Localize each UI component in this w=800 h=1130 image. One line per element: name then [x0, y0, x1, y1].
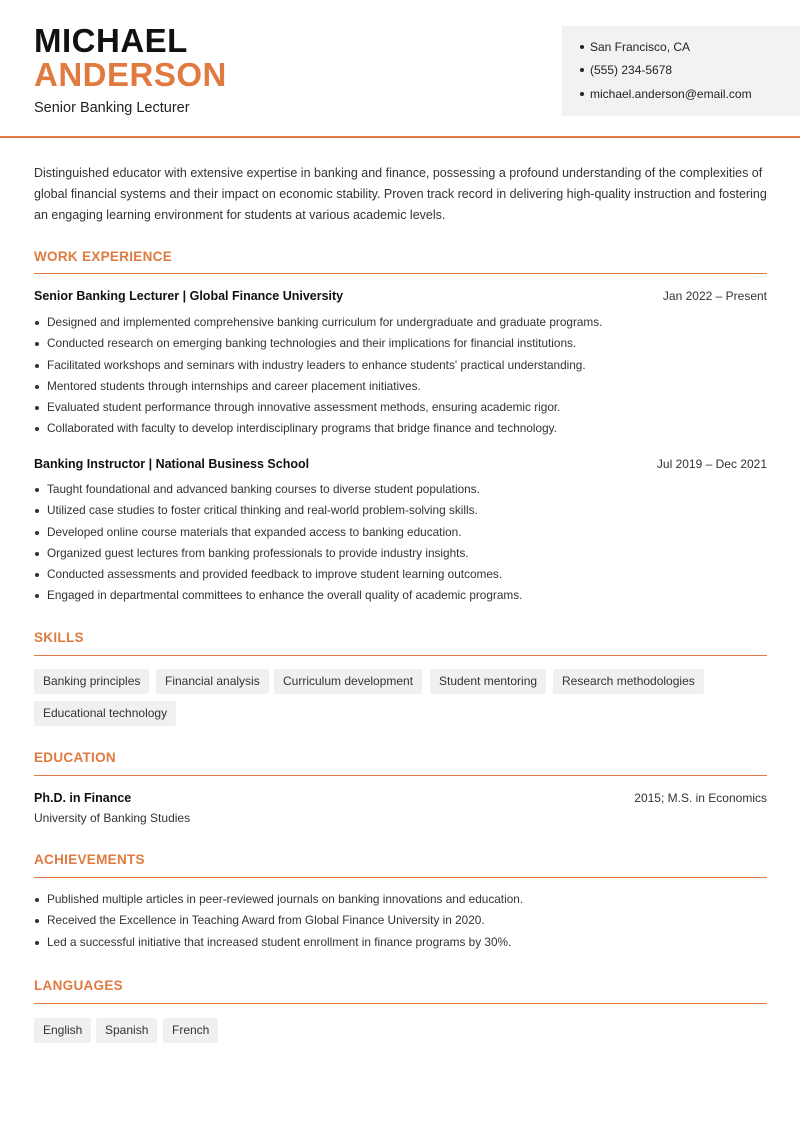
- list-item: Developed online course materials that expanded access to banking education.: [34, 522, 767, 543]
- bullet-icon: [580, 45, 584, 49]
- list-item: Collaborated with faculty to develop interdisciplinary programs that bridge finance and technology.: [34, 418, 767, 439]
- phone-text: (555) 234-5678: [590, 63, 673, 77]
- language-tag: Spanish: [96, 1018, 157, 1043]
- job-role: Banking Instructor | National Business School: [34, 457, 310, 471]
- contact-box: [562, 26, 800, 116]
- contact-phone: [580, 63, 672, 77]
- contact-email: [580, 87, 752, 101]
- skill-tag: Educational technology: [34, 701, 176, 726]
- list-item: Utilized case studies to foster critical thinking and real-world problem-solving skills.: [34, 500, 767, 521]
- location-text: San Francisco, CA: [590, 40, 691, 54]
- summary: Distinguished educator with extensive expertise in banking and finance, possessing a profound understanding of the complexities of global financial systems and their impact on economic stability. Proven track record in delivering high-quality instruction and fostering an engaging learning environment for students at various academic levels.: [34, 166, 767, 222]
- list-item: Led a successful initiative that increased student enrollment in finance programs by 30%.: [34, 932, 767, 953]
- section-divider: [34, 655, 767, 656]
- section-title-work: WORK EXPERIENCE: [34, 249, 173, 264]
- skill-tag: Research methodologies: [553, 669, 704, 694]
- contact-location: [580, 40, 690, 54]
- section-divider: [34, 273, 767, 274]
- list-item: Received the Excellence in Teaching Award from Global Finance University in 2020.: [34, 910, 767, 931]
- skill-tag: Curriculum development: [274, 669, 422, 694]
- list-item: Conducted research on emerging banking technologies and their implications for financial institutions.: [34, 333, 767, 354]
- section-title-achievements: ACHIEVEMENTS: [34, 852, 145, 867]
- job-date: Jan 2022 – Present: [662, 289, 767, 303]
- skill-tag: Student mentoring: [430, 669, 546, 694]
- skill-tag: Financial analysis: [156, 669, 269, 694]
- bullet-icon: [580, 92, 584, 96]
- list-item: Organized guest lectures from banking professionals to provide industry insights.: [34, 543, 767, 564]
- language-tag: English: [34, 1018, 91, 1043]
- job-date: Jul 2019 – Dec 2021: [656, 457, 767, 471]
- list-item: Published multiple articles in peer-reviewed journals on banking innovations and education.: [34, 889, 767, 910]
- edu-date: 2015; M.S. in Economics: [634, 791, 767, 805]
- job-bullets: [34, 312, 767, 440]
- list-item: Designed and implemented comprehensive banking curriculum for undergraduate and graduate programs.: [34, 312, 767, 333]
- edu-school: University of Banking Studies: [34, 811, 191, 825]
- job-role: Senior Banking Lecturer | Global Finance University: [34, 289, 344, 303]
- list-item: Mentored students through internships and career placement initiatives.: [34, 376, 767, 397]
- skill-tag: Banking principles: [34, 669, 149, 694]
- first-name: MICHAEL: [34, 22, 188, 59]
- section-divider: [34, 1003, 767, 1004]
- resume-header: [0, 0, 800, 138]
- section-divider: [34, 877, 767, 878]
- edu-degree: Ph.D. in Finance: [34, 791, 132, 805]
- last-name: ANDERSON: [34, 56, 227, 93]
- achievement-bullets: [34, 889, 767, 953]
- section-title-languages: LANGUAGES: [34, 978, 123, 993]
- section-title-skills: SKILLS: [34, 630, 84, 645]
- list-item: Taught foundational and advanced banking courses to diverse student populations.: [34, 479, 767, 500]
- list-item: Evaluated student performance through innovative assessment methods, ensuring academic rigor.: [34, 397, 767, 418]
- bullet-icon: [580, 68, 584, 72]
- list-item: Facilitated workshops and seminars with industry leaders to enhance students' practical understanding.: [34, 355, 767, 376]
- section-divider: [34, 775, 767, 776]
- list-item: Engaged in departmental committees to enhance the overall quality of academic programs.: [34, 585, 767, 606]
- job-bullets: [34, 479, 767, 607]
- language-tag: French: [163, 1018, 218, 1043]
- section-title-education: EDUCATION: [34, 750, 116, 765]
- list-item: Conducted assessments and provided feedback to improve student learning outcomes.: [34, 564, 767, 585]
- job-title: Senior Banking Lecturer: [34, 100, 190, 116]
- job-header: [34, 457, 767, 475]
- email-text: michael.anderson@email.com: [590, 87, 752, 101]
- job-header: [34, 289, 767, 307]
